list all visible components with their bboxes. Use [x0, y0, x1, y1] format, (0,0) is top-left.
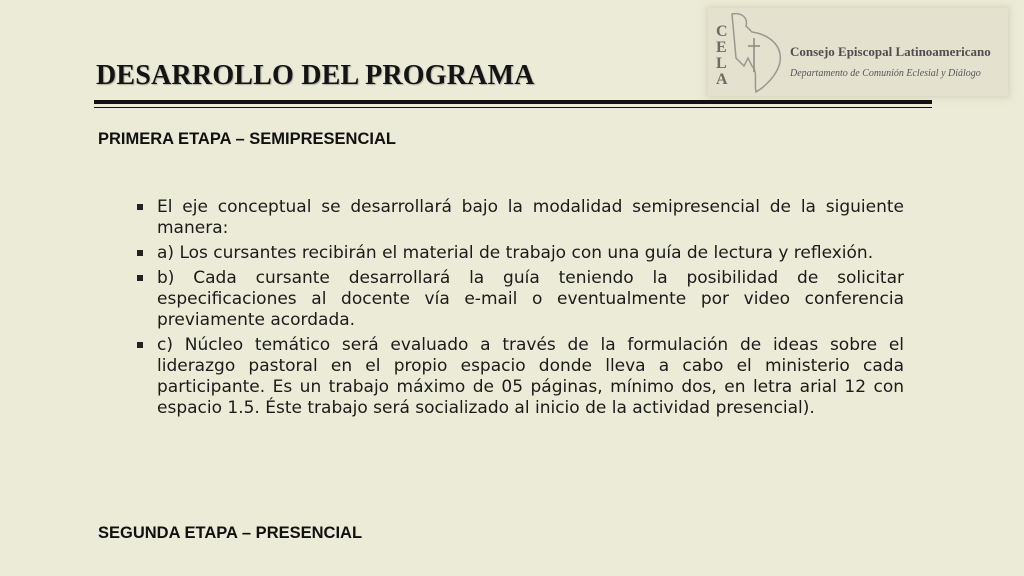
title-rule-thin: [94, 107, 932, 108]
bullet-item: [134, 197, 904, 239]
square-bullet-icon: [137, 204, 143, 210]
celam-logo: [708, 8, 1008, 96]
bullet-item: [134, 335, 904, 419]
bullet-text: b) Cada cursante desarrollará la guía teniendo la posibilidad de solicitar especificaciones al docente vía e-mail o eventualmente por video conferencia previamente acordada.: [157, 268, 904, 330]
bullet-text: El eje conceptual se desarrollará bajo la modalidad semipresencial de la siguiente manera:: [157, 197, 904, 238]
section-heading-first-stage: PRIMERA ETAPA – SEMIPRESENCIAL: [98, 130, 396, 148]
bullet-text: a) Los cursantes recibirán el material de trabajo con una guía de lectura y reflexión.: [157, 243, 874, 263]
svg-text:A: A: [716, 71, 728, 88]
square-bullet-icon: [137, 342, 143, 348]
title-rule-thick: [94, 100, 932, 104]
slide-title: DESARROLLO DEL PROGRAMA: [96, 60, 535, 91]
logo-title: Consejo Episcopal Latinoamericano: [790, 44, 991, 59]
svg-text:C: C: [716, 23, 728, 40]
svg-text:E: E: [716, 39, 727, 56]
bullet-item: [134, 243, 904, 264]
square-bullet-icon: [137, 250, 143, 256]
square-bullet-icon: [137, 275, 143, 281]
bullet-item: [134, 268, 904, 331]
bullet-list: [134, 197, 904, 423]
logo-subtitle: Departamento de Comunión Eclesial y Diálogo: [790, 68, 981, 79]
section-heading-second-stage: SEGUNDA ETAPA – PRESENCIAL: [98, 524, 363, 542]
celam-emblem-icon: [708, 8, 788, 96]
svg-text:L: L: [716, 55, 727, 72]
bullet-text: c) Núcleo temático será evaluado a través de la formulación de ideas sobre el liderazgo pastoral en el propio espacio donde lleva a cabo el ministerio cada participante. Es un trabajo máximo de 05 páginas, mínimo dos, en letra arial 12 con espacio 1.5. Éste trabajo será socializado al inicio de la actividad presencial).: [157, 335, 904, 418]
